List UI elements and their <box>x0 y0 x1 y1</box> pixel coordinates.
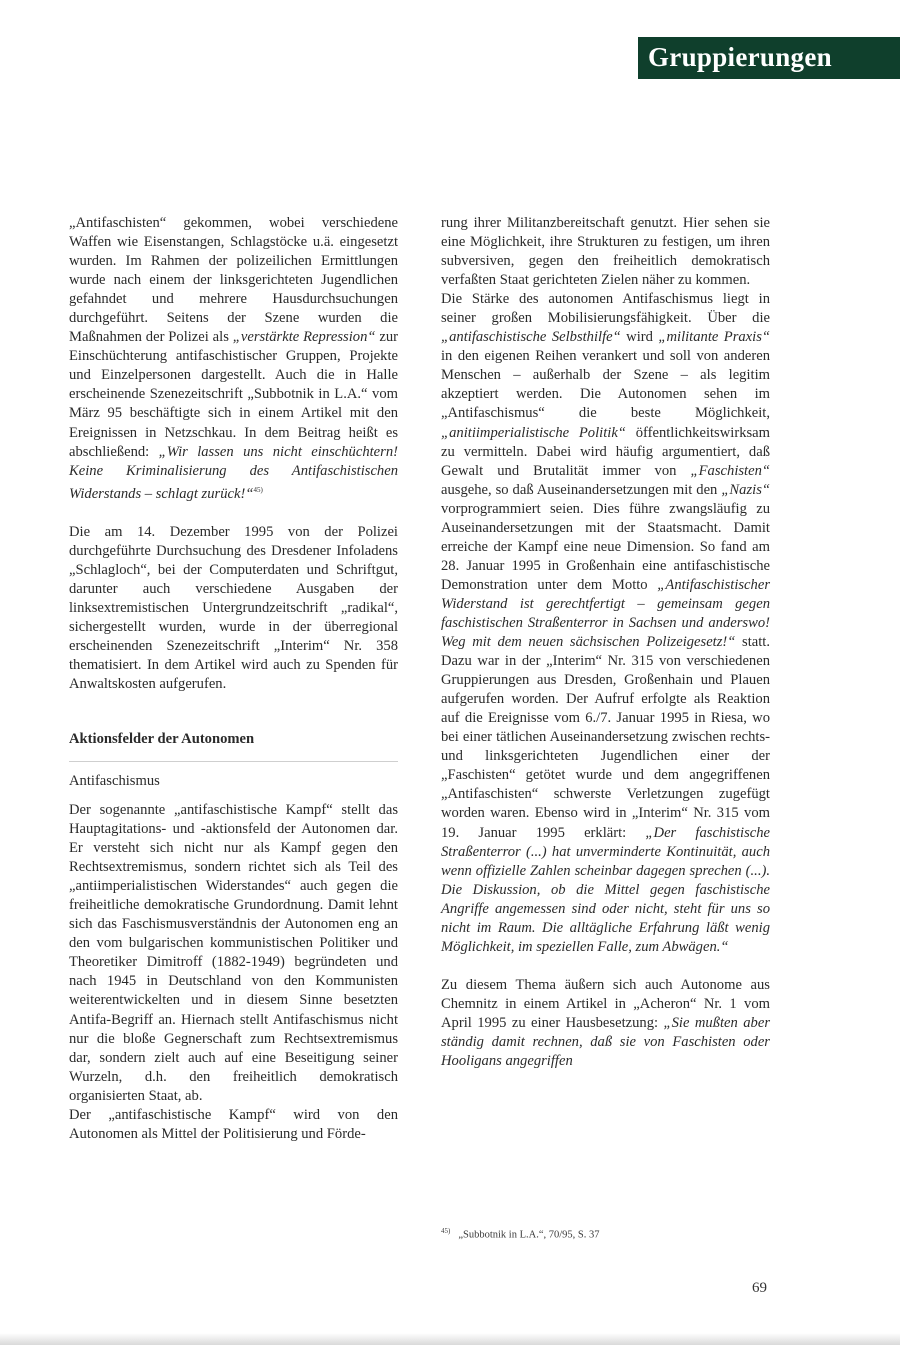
paragraph: Die Stärke des autonomen Antifaschismus liegt in seiner großen Mobilisierungsfähigkeit. Über die „antifaschistische Selbsthilfe“ wird „militante Praxis“ in den eigenen Reihen verankert und soll von anderen Menschen – außerhalb der Szene – als legitim akzeptiert werden. Die Autonomen sehen im „Antifaschismus“ die beste Möglichkeit, „anitiimperialistische Politik“ öffentlichkeitswirksam zu vermitteln. Dabei wird häufig argumentiert, daß Gewalt und Brutalität immer von „Faschisten“ ausgehe, so daß Auseinandersetzungen mit den „Nazis“ vorprogrammiert seien. Dies führe zwangsläufig zu Auseinandersetzungen mit der Staatsmacht. Damit erreiche der Kampf eine neue Dimension. So fand am 28. Januar 1995 in Großenhain eine antifaschistische Demonstration unter dem Motto „Antifaschistischer Widerstand ist gerechtfertigt – gemeinsam gegen faschistischen Straßenterror in Sachsen und anderswo! Weg mit dem neuen sächsischen Polizeigesetz!“ statt. Dazu war in der „Interim“ Nr. 315 von verschiedenen Gruppierungen aus Dresden, Großenhain und Plauen aufgerufen worden. Der Aufruf erfolgte als Reaktion auf die Ereignisse vom 6./7. Januar 1995 in Riesa, wo bei einer tätlichen Auseinandersetzung zwischen rechts- und linksgerichteten Jugendlichen einer der „Faschisten“ getötet wurde und dem angegriffenen „Antifaschisten“ schwerste Verletzungen zugefügt worden waren. Ebenso wird in „Interim“ Nr. 315 vom 19. Januar 1995 erklärt: „Der faschistische Straßenterror (...) hat unverminderte Kontinuität, auch wenn offizielle Zahlen scheinbar dagegen sprechen (...). Die Diskussion, ob die Mittel gegen faschistische Angriffe angemessen sind oder nicht, steht für uns so nicht im Raum. Die alltägliche Erfahrung läßt wenig Möglichkeit, im speziellen Falle, zum Abwägen.“ <box>441 291 771 955</box>
paragraph: „Antifaschisten“ gekommen, wobei verschiedene Waffen wie Eisenstangen, Schlagstöcke u.ä. eingesetzt wurden. Im Rahmen der polizeilichen Ermittlungen wurde nach einem der linksgerichteten Jugendlichen gefahndet und mehrere Hausdurchsuchungen durchgeführt. Seitens der Szene wurden die Maßnahmen der Polizei als „verstärkte Repression“ zur Einschüchterung antifaschistischer Gruppen, Projekte und Einzelpersonen dargestellt. Auch die in Halle erscheinende Szenezeitschrift „Subbotnik in L.A.“ vom März 95 beschäftigte sich in einem Artikel mit den Ereignissen in Netzschkau. In dem Beitrag heißt es abschließend: „Wir lassen uns nicht einschüchtern! Keine Kriminalisierung des Antifaschistischen Widerstands – schlagt zurück!“$^{45)}$ <box>69 215 399 502</box>
page-bottom-edge <box>0 1333 900 1345</box>
footnote-marker: 45) <box>441 1227 451 1235</box>
paragraph: Zu diesem Thema äußern sich auch Autonome aus Chemnitz in einem Artikel in „Acheron“ Nr. 1 vom April 1995 zu einer Hausbesetzung: „Sie mußten aber ständig damit rechnen, daß sie von Faschisten oder Hooligans angegriffen <box>441 976 770 1070</box>
paragraph: Der „antifaschistische Kampf“ wird von den Autonomen als Mittel der Politisierung und Förde- <box>69 1106 398 1142</box>
footnote-reference: 45) <box>253 485 263 494</box>
subsection-heading: Antifaschismus <box>69 772 160 789</box>
right-column <box>441 214 770 1071</box>
page-number: 69 <box>752 1280 767 1296</box>
paragraph: Der sogenannte „antifaschistische Kampf“ stellt das Hauptagitations- und -aktionsfeld der Autonomen dar. Er versteht sich nicht nur als Kampf gegen den Rechtsextremismus, sondern richtet sich als Teil des „antiimperialistischen Widerstandes“ auch gegen die freiheitliche demokratische Grundordnung. Damit lehnt sich das Faschismusverständnis der Autonomen eng an den vom bulgarischen kommunistischen Politiker und Theoretiker Dimitroff (1882-1949) begründeten und nach 1945 in Deutschland von den Kommunisten weiterentwickelten und in diesem Sinne besetzten Antifa-Begriff an. Hiernach stellt Antifaschismus nicht nur die bloße Gegnerschaft zum Rechtsextremismus dar, sondern zielt auch auf eine Beseitigung seiner Wurzeln, d.h. den freiheitlich demokratisch organisierten Staat, ab. <box>69 801 398 1104</box>
left-column <box>69 214 398 1144</box>
footnote-text: „Subbotnik in L.A.“, 70/95, S. 37 <box>458 1229 600 1241</box>
section-title-tab: Gruppierungen <box>638 37 900 79</box>
paragraph: rung ihrer Militanzbereitschaft genutzt. Hier sehen sie eine Möglichkeit, ihre Strukturen zu festigen, um ihren subversiven, gegen den freiheitlich demokratisch verfaßten Staat gerichteten Zielen näher zu kommen. <box>441 215 770 289</box>
divider <box>69 761 398 762</box>
section-heading: Aktionsfelder der Autonomen <box>69 730 255 747</box>
footnote <box>441 1224 770 1243</box>
paragraph: Die am 14. Dezember 1995 von der Polizei durchgeführte Durchsuchung des Dresdener Infoladens „Schlagloch“, bei der Computerdaten und Schriftgut, darunter auch verschiedene Ausgaben der linksextremistischen Untergrundzeitschrift „radikal“, sichergestellt wurden, wurde in der überregional erscheinenden Szenezeitschrift „Interim“ Nr. 358 thematisiert. In dem Artikel wird auch zu Spenden für Anwaltskosten aufgerufen. <box>69 523 398 692</box>
